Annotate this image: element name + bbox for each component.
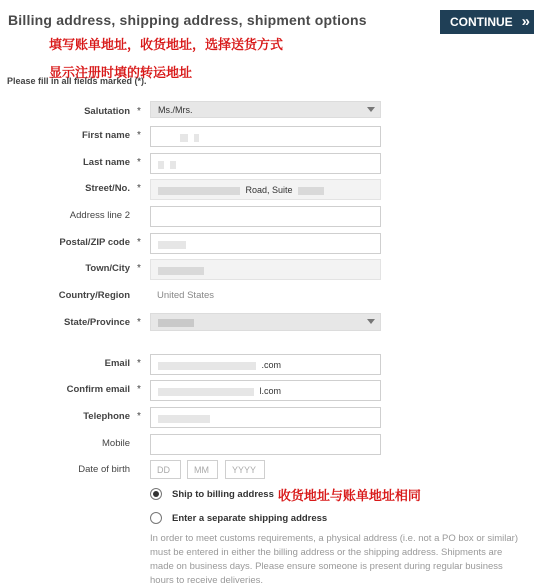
redacted-mask — [158, 415, 210, 423]
address2-label: Address line 2 — [69, 210, 130, 221]
caret-down-icon — [367, 319, 375, 324]
last-name-label: Last name — [83, 157, 130, 168]
annotation-note-1: 填写账单地址，收货地址，选择送货方式 — [49, 37, 284, 52]
address2-row — [0, 206, 544, 228]
radio-unselected-icon[interactable] — [150, 512, 162, 524]
annotation-ship-note: 收货地址与账单地址相同 — [277, 487, 421, 503]
state-label: State/Province — [64, 317, 130, 328]
redacted-mask — [298, 187, 324, 195]
dob-label: Date of birth — [78, 464, 130, 475]
salutation-label: Salutation — [84, 106, 130, 117]
email-label: Email — [104, 358, 130, 369]
zip-row — [0, 233, 544, 255]
redacted-mask — [158, 241, 186, 249]
street-field[interactable] — [150, 179, 381, 200]
email-row — [0, 354, 544, 376]
redacted-mask — [180, 134, 188, 142]
town-row — [0, 259, 544, 281]
confirm-email-row — [0, 380, 544, 402]
telephone-label: Telephone — [83, 411, 130, 422]
street-value: Road, Suite — [245, 185, 293, 195]
customs-info-text: In order to meet customs requirements, a physical address (i.e. not a PO box or similar) must be entered in either the billing address or the shipping address. Shipments are made on business days. Please ensure someone is present during regular business hours to receive deliveries. — [150, 533, 519, 586]
required-star: * — [137, 237, 141, 248]
email-field[interactable] — [150, 354, 381, 375]
mobile-field[interactable] — [150, 434, 381, 455]
state-row — [0, 313, 544, 335]
separate-shipping-label: Enter a separate shipping address — [172, 512, 328, 524]
caret-down-icon — [367, 107, 375, 112]
required-star: * — [137, 263, 141, 274]
continue-label: CONTINUE — [450, 15, 513, 29]
country-row — [0, 287, 544, 309]
address2-field[interactable] — [150, 206, 381, 227]
confirm-email-field[interactable] — [150, 380, 381, 401]
continue-button[interactable] — [440, 10, 534, 34]
dob-year-field[interactable]: YYYY — [225, 460, 265, 479]
confirm-email-value: l.com — [259, 386, 282, 396]
country-label: Country/Region — [58, 290, 130, 301]
telephone-field[interactable] — [150, 407, 381, 428]
first-name-label: First name — [81, 130, 130, 141]
required-hint: Please fill in all fields marked (*). — [7, 76, 147, 86]
page-title: Billing address, shipping address, shipment options — [8, 12, 367, 28]
salutation-row — [0, 101, 544, 123]
required-star: * — [137, 411, 141, 422]
redacted-mask — [194, 134, 199, 142]
street-row — [0, 179, 544, 201]
first-name-field[interactable] — [150, 126, 381, 147]
last-name-field[interactable] — [150, 153, 381, 174]
required-star: * — [137, 130, 141, 141]
country-value: United States — [157, 290, 215, 301]
required-star: * — [137, 358, 141, 369]
redacted-mask — [170, 161, 176, 169]
first-name-row — [0, 126, 544, 148]
state-select[interactable] — [150, 313, 381, 331]
radio-selected-icon[interactable] — [150, 488, 162, 500]
mobile-label: Mobile — [102, 438, 130, 449]
required-star: * — [137, 317, 141, 328]
dob-row — [0, 460, 544, 482]
redacted-mask — [158, 319, 194, 327]
town-label: Town/City — [85, 263, 130, 274]
street-label: Street/No. — [85, 183, 130, 194]
ship-to-billing-label: Ship to billing address — [172, 488, 274, 500]
salutation-select[interactable] — [150, 101, 381, 118]
redacted-mask — [158, 161, 164, 169]
ship-to-billing-option[interactable] — [150, 486, 421, 502]
email-value: .com — [261, 360, 282, 370]
zip-label: Postal/ZIP code — [59, 237, 130, 248]
required-star: * — [137, 106, 141, 117]
redacted-mask — [158, 388, 254, 396]
redacted-mask — [158, 187, 240, 195]
annotation-note-2: 显示注册时填的转运地址 — [49, 65, 193, 80]
redacted-mask — [158, 267, 204, 275]
double-chevron-right-icon: » — [521, 13, 526, 30]
redacted-mask — [158, 362, 256, 370]
separate-shipping-option[interactable] — [150, 510, 327, 526]
mobile-row — [0, 434, 544, 456]
required-star: * — [137, 183, 141, 194]
dob-day-field[interactable]: DD — [150, 460, 181, 479]
town-field[interactable] — [150, 259, 381, 280]
zip-field[interactable] — [150, 233, 381, 254]
required-star: * — [137, 157, 141, 168]
last-name-row — [0, 153, 544, 175]
required-star: * — [137, 384, 141, 395]
confirm-email-label: Confirm email — [66, 384, 130, 395]
salutation-value: Ms./Mrs. — [158, 105, 193, 115]
telephone-row — [0, 407, 544, 429]
dob-month-field[interactable]: MM — [187, 460, 218, 479]
